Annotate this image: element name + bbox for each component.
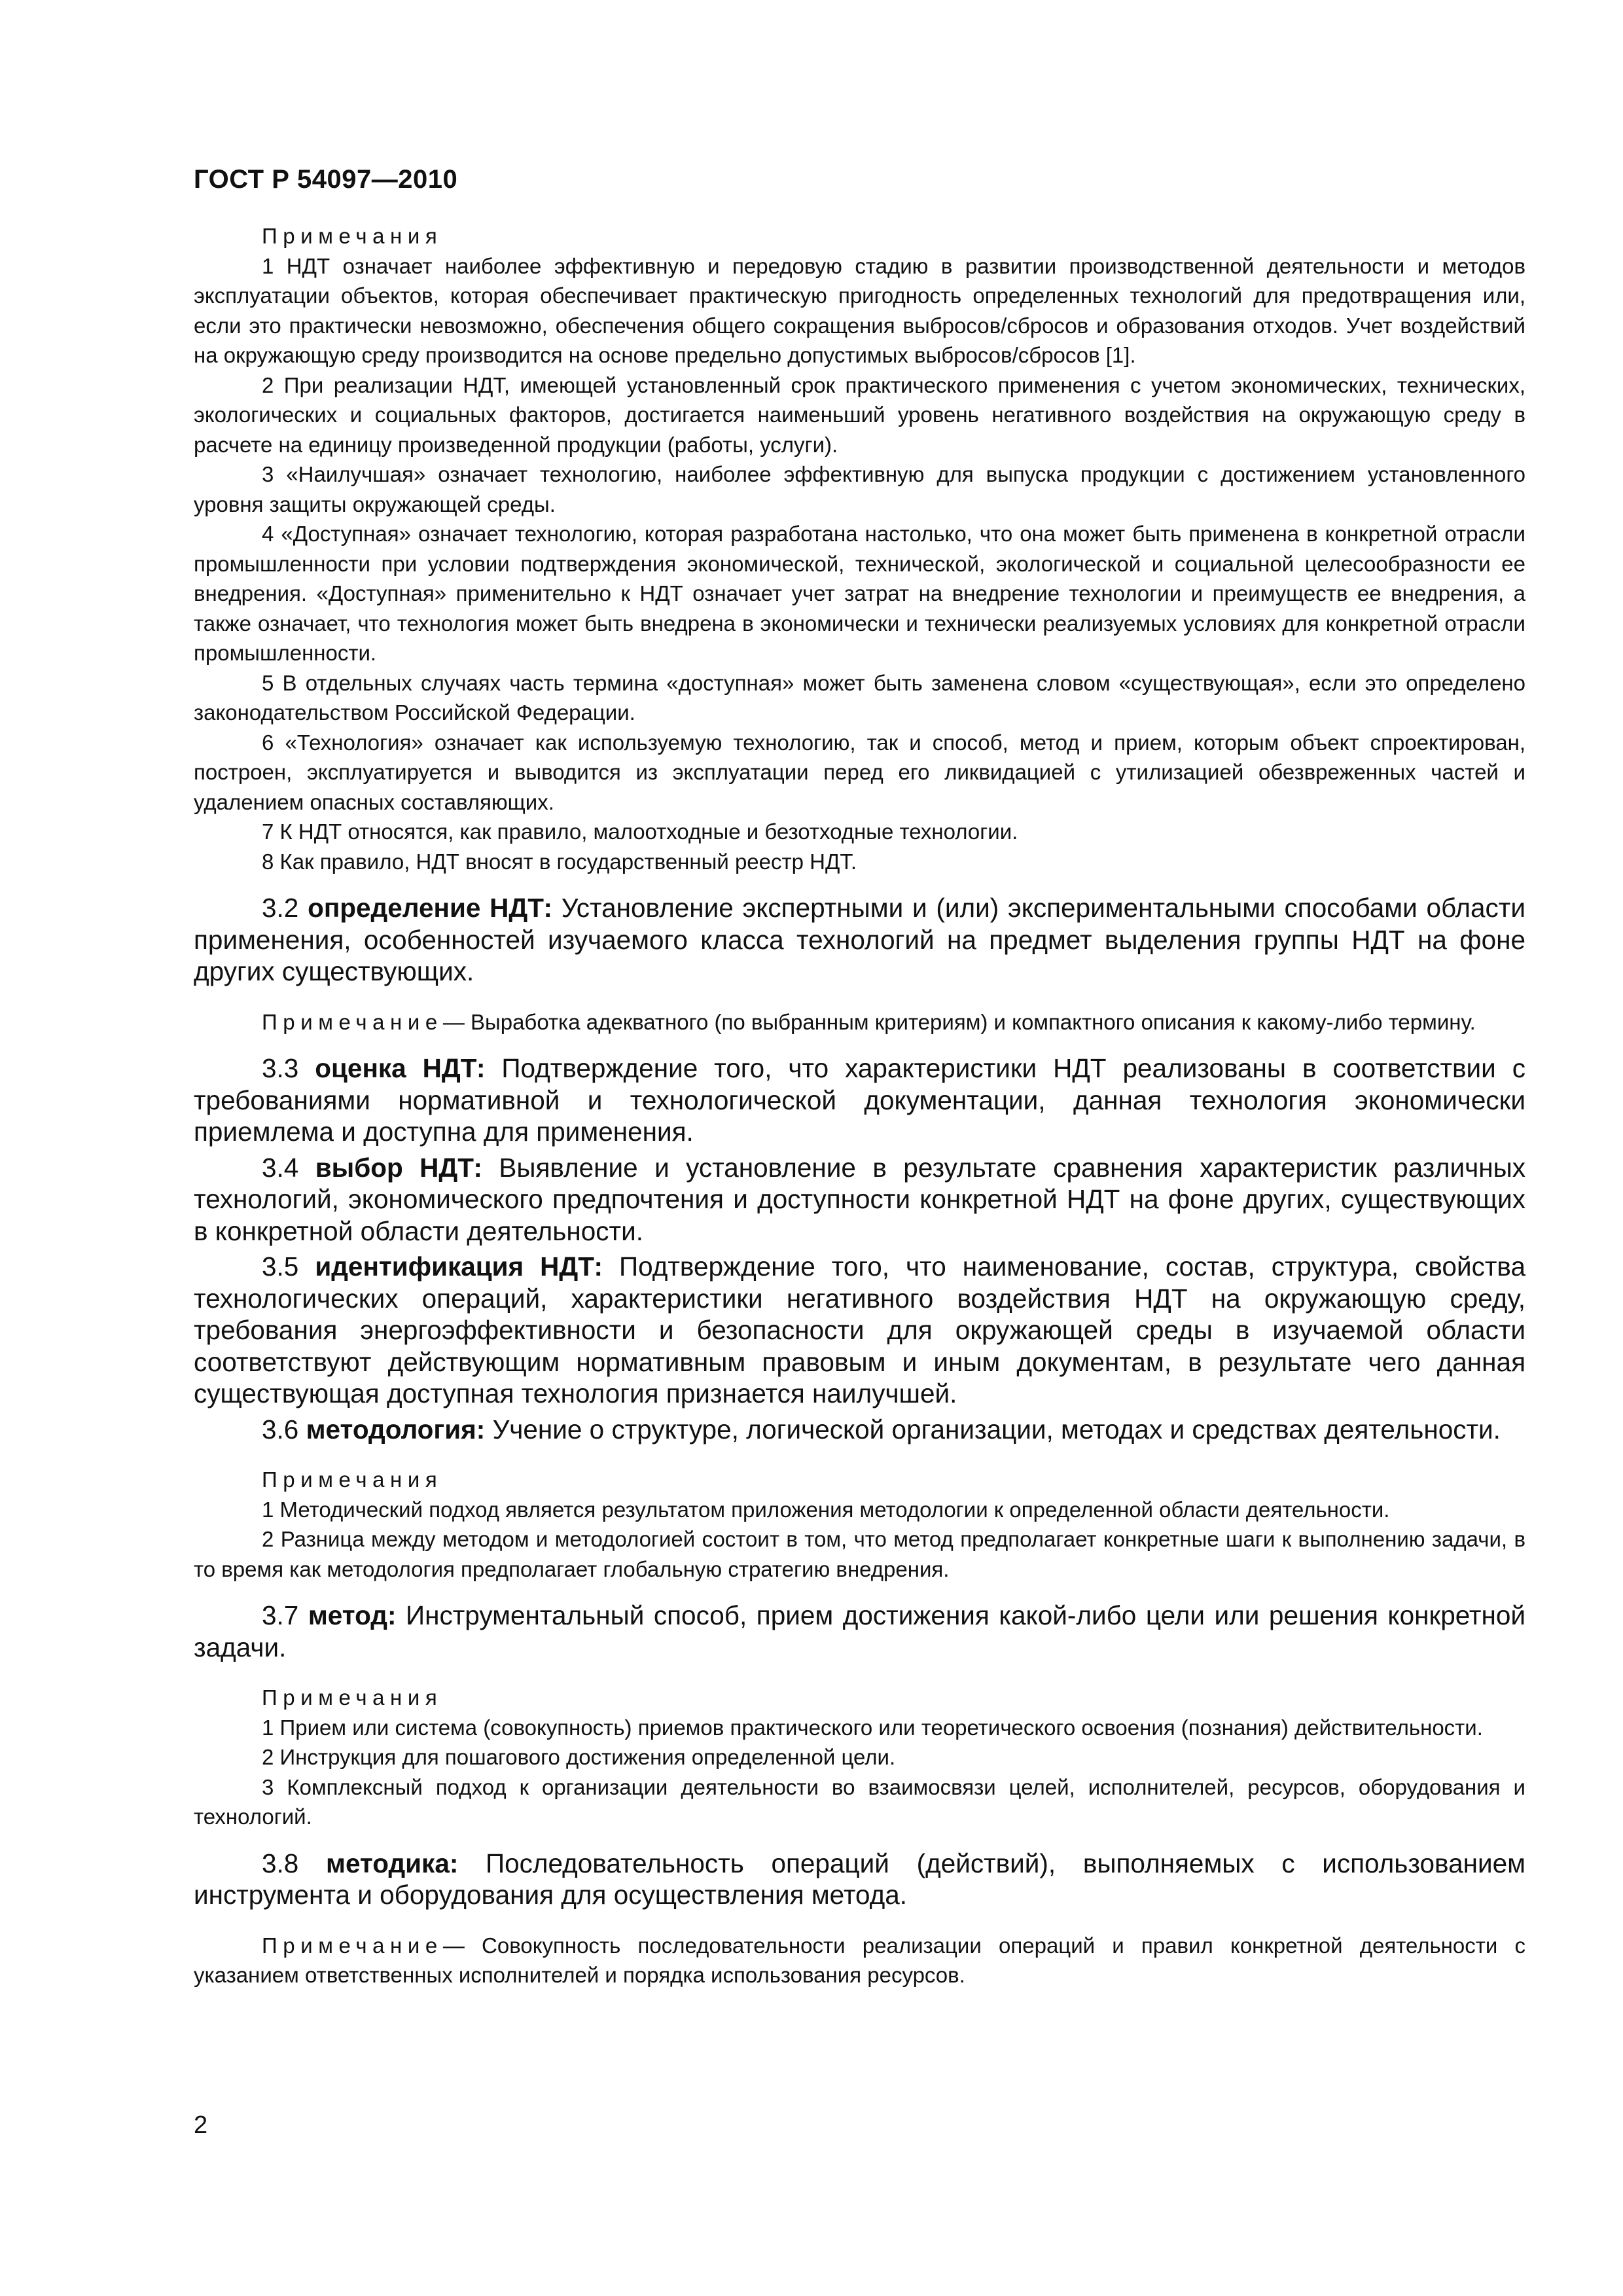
note-heading: Примечание	[262, 1009, 443, 1034]
note-item: 3 Комплексный подход к организации деятельности во взаимосвязи целей, исполнителей, ресурсов, оборудования и технологий.	[194, 1774, 1525, 1829]
term-definition	[194, 1052, 1525, 1148]
note-text: — Выработка адекватного (по выбранным критериям) и компактного описания к какому-либо термину.	[442, 1009, 1476, 1034]
term-definition	[194, 1251, 1525, 1410]
term-definition	[194, 1152, 1525, 1247]
term-definition	[194, 892, 1525, 988]
term-definition	[194, 1848, 1525, 1911]
term-name: оценка НДТ:	[315, 1053, 486, 1083]
term-name: выбор НДТ:	[315, 1152, 482, 1183]
term-text: Выявление и установление в результате сравнения характеристик различных технологий, экономического предпочтения и доступности конкретной НДТ на фоне других, существующих в конкретной области деятельности.	[194, 1152, 1525, 1246]
notes-heading: Примечания	[262, 1685, 443, 1710]
note-single	[194, 1931, 1525, 1990]
term-text: Установление экспертными и (или) экспериментальными способами области применения, особенностей изучаемого класса технологий на предмет выделения группы НДТ на фоне других существующих.	[194, 893, 1525, 986]
term-number: 3.3	[262, 1053, 299, 1083]
term-definition	[194, 1600, 1525, 1663]
note-item: 6 «Технология» означает как используемую технологию, так и способ, метод и прием, которым объект спроектирован, построен, эксплуатируется и выводится из эксплуатации перед его ликвидацией с утилизацией обезвреженных частей и удалением опасных составляющих.	[194, 730, 1525, 814]
page-number: 2	[194, 2111, 208, 2139]
term-number: 3.2	[262, 893, 299, 923]
term-text: Инструментальный способ, прием достижения какой-либо цели или решения конкретной задачи.	[194, 1600, 1525, 1662]
term-number: 3.6	[262, 1414, 299, 1444]
note-single	[194, 1007, 1525, 1037]
note-item: 2 Инструкция для пошагового достижения определенной цели.	[262, 1745, 896, 1769]
term-text: Подтверждение того, что наименование, состав, структура, свойства технологических операций, характеристики негативного воздействия НДТ на окружающую среду, требования энергоэффективности и безопасности для окружающей среды в изучаемой области соответствуют действующим нормативным правовым и иным документам, в результате чего данная существующая доступная технология признается наилучшей.	[194, 1251, 1525, 1408]
term-number: 3.5	[262, 1251, 299, 1282]
document-header: ГОСТ Р 54097—2010	[194, 165, 458, 194]
note-item: 2 Разница между методом и методологией состоит в том, что метод предполагает конкретные шаги к выполнению задачи, в то время как методология предполагает глобальную стратегию внедрения.	[194, 1527, 1525, 1581]
term-name: метод:	[308, 1600, 397, 1630]
note-heading: Примечание	[262, 1933, 443, 1958]
note-item: 7 К НДТ относятся, как правило, малоотходные и безотходные технологии.	[262, 819, 1018, 844]
note-item: 1 Прием или система (совокупность) приемов практического или теоретического освоения (познания) действительности.	[262, 1715, 1483, 1740]
term-number: 3.4	[262, 1152, 299, 1183]
note-item: 5 В отдельных случаях часть термина «доступная» может быть заменена словом «существующая», если это определено законодательством Российской Федерации.	[194, 670, 1525, 725]
document-body	[194, 221, 1525, 1990]
notes-block	[194, 1683, 1525, 1832]
term-name: идентификация НДТ:	[315, 1251, 603, 1282]
note-text: — Совокупность последовательности реализации операций и правил конкретной деятельности с указанием ответственных исполнителей и порядка использования ресурсов.	[194, 1933, 1525, 1987]
term-definition	[194, 1414, 1525, 1446]
term-number: 3.8	[262, 1848, 299, 1878]
note-item: 2 При реализации НДТ, имеющей установленный срок практического применения с учетом экономических, технических, экологических и социальных факторов, достигается наименьший уровень негативного воздействия на окружающую среду в расчете на единицу произведенной продукции (работы, услуги).	[194, 372, 1525, 457]
notes-block	[194, 1465, 1525, 1584]
term-name: определение НДТ:	[308, 893, 552, 923]
note-item: 1 НДТ означает наиболее эффективную и передовую стадию в развитии производственной деятельности и методов эксплуатации объектов, которая обеспечивает практическую пригодность определенных технологий для предотвращения или, если это практически невозможно, обеспечения общего сокращения выбросов/сбросов и образования отходов. Учет воздействий на окружающую среду производится на основе предельно допустимых выбросов/сбросов [1].	[194, 253, 1525, 367]
term-text: Учение о структуре, логической организации, методах и средствах деятельности.	[492, 1414, 1501, 1444]
notes-block	[194, 221, 1525, 876]
note-item: 4 «Доступная» означает технологию, которая разработана настолько, что она может быть применена в конкретной отрасли промышленности при условии подтверждения экономической, технической, экологической и социальной целесообразности ее внедрения. «Доступная» применительно к НДТ означает учет затрат на внедрение технологии и преимуществ ее внедрения, а также означает, что технология может быть внедрена в экономически и технически реализуемых условиях для конкретной отрасли промышленности.	[194, 522, 1525, 665]
notes-heading: Примечания	[262, 1467, 443, 1492]
term-name: методология:	[306, 1414, 486, 1444]
note-item: 1 Методический подход является результатом приложения методологии к определенной области деятельности.	[262, 1497, 1390, 1522]
note-item: 8 Как правило, НДТ вносят в государственный реестр НДТ.	[262, 849, 857, 874]
term-text: Подтверждение того, что характеристики НДТ реализованы в соответствии с требованиями нормативной и технологической документации, данная технология экономически приемлема и доступна для применения.	[194, 1053, 1525, 1147]
term-text: Последовательность операций (действий), выполняемых с использованием инструмента и оборудования для осуществления метода.	[194, 1848, 1525, 1910]
term-name: методика:	[325, 1848, 459, 1878]
note-item: 3 «Наилучшая» означает технологию, наиболее эффективную для выпуска продукции с достижением установленного уровня защиты окружающей среды.	[194, 462, 1525, 516]
term-number: 3.7	[262, 1600, 299, 1630]
notes-heading: Примечания	[262, 224, 443, 248]
